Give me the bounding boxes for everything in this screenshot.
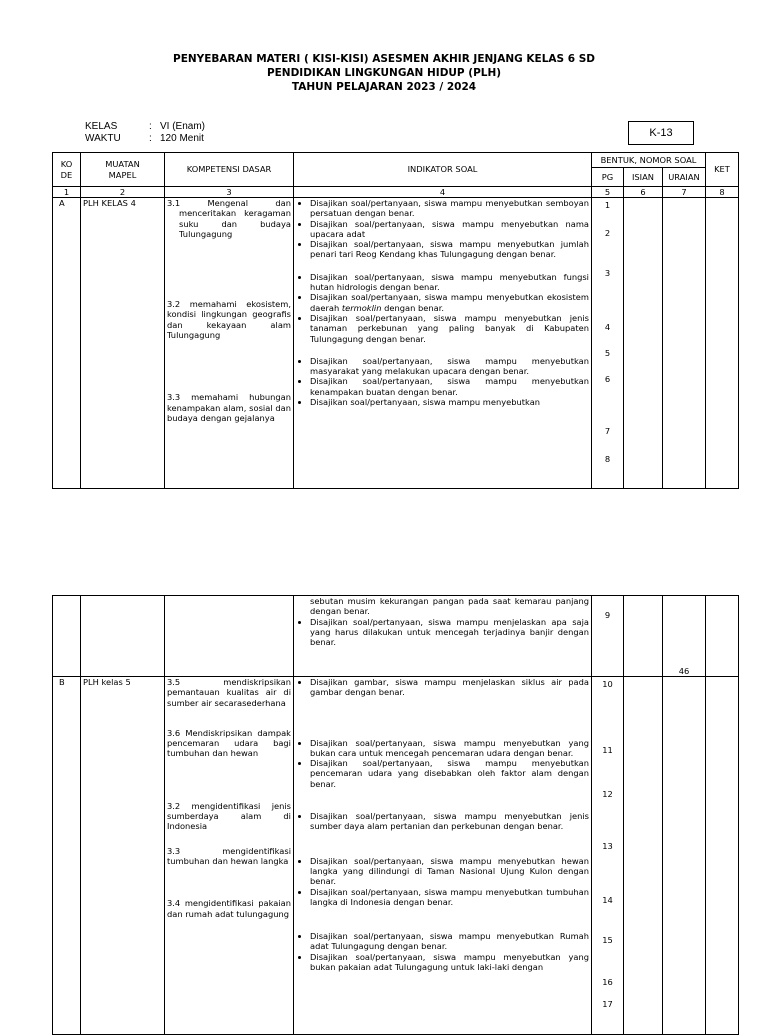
uraian-cell: [663, 677, 706, 1035]
indikator-cell: [294, 198, 592, 489]
pg-number: 1: [604, 200, 611, 210]
indikator-item: • Disajikan soal/pertanyaan, siswa mampu menyebutkan pencemaran udara yang disebabkan oleh faktor alam dengan benar.: [310, 758, 589, 789]
header-kompetensi: KOMPETENSI DASAR: [165, 153, 294, 187]
ket-cell: [706, 596, 739, 677]
kisi-table-page1: [52, 152, 739, 489]
kompetensi-cell: [165, 677, 294, 1035]
ket-cell: [706, 677, 739, 1035]
kode-cell: A: [53, 198, 81, 489]
pg-cell: [592, 677, 624, 1035]
indikator-item: • Disajikan soal/pertanyaan, siswa mampu menyebutkan hewan langka yang dilindungi di Taman Nasional Ujung Kulon dengan benar.: [310, 856, 589, 887]
indikator-item: • Disajikan soal/pertanyaan, siswa mampu menyebutkan ekosistem daerah termoklin dengan benar.: [310, 292, 589, 313]
pg-number: 5: [604, 348, 611, 358]
mapel-cell: PLH kelas 5: [81, 677, 165, 1035]
kelas-label: KELAS: [85, 121, 118, 132]
indikator-item: • Disajikan soal/pertanyaan, siswa mampu menyebutkan Rumah adat Tulungagung dengan benar.: [310, 931, 589, 952]
indikator-item: • Disajikan soal/pertanyaan, siswa mampu menyebutkan semboyan persatuan dengan benar.: [310, 198, 589, 219]
col-number: 6: [624, 187, 663, 198]
col-number: 2: [81, 187, 165, 198]
header-ket: KET: [706, 153, 739, 187]
kd-3-3: 3.3 memahami hubungan kenampakan alam, sosial dan budaya dengan gejalanya: [167, 392, 291, 423]
pg-number: 4: [604, 322, 611, 332]
waktu-label: WAKTU: [85, 133, 121, 144]
pg-number: 6: [604, 374, 611, 384]
header-pg: PG: [592, 168, 624, 187]
pg-number: 11: [602, 745, 613, 755]
indikator-item: • Disajikan soal/pertanyaan, siswa mampu menyebutkan fungsi hutan hidrologis dengan benar.: [310, 272, 589, 293]
indikator-item: • Disajikan soal/pertanyaan, siswa mampu menyebutkan jenis tanaman perkebunan yang paling banyak di Kabupaten Tulungagung dengan benar.: [310, 313, 589, 344]
ket-cell: [706, 198, 739, 489]
kompetensi-cell: [165, 198, 294, 489]
col-number: 1: [53, 187, 81, 198]
header-bentuk: BENTUK, NOMOR SOAL: [592, 153, 706, 168]
pg-number: 16: [602, 977, 613, 987]
pg-number: 7: [604, 426, 611, 436]
uraian-total: 46: [663, 596, 706, 677]
pg-number: 3: [604, 268, 611, 278]
doc-title-line1: PENYEBARAN MATERI ( KISI-KISI) ASESMEN AKHIR JENJANG KELAS 6 SD: [173, 53, 595, 65]
indikator-item: • Disajikan soal/pertanyaan, siswa mampu menyebutkan kenampakan buatan dengan benar.: [310, 376, 589, 397]
indikator-item: • Disajikan soal/pertanyaan, siswa mampu menyebutkan tumbuhan langka di Indonesia dengan benar.: [310, 887, 589, 908]
waktu-value: 120 Menit: [160, 133, 204, 144]
indikator-item: • Disajikan soal/pertanyaan, siswa mampu menyebutkan jumlah penari tari Reog Kendang khas Tulungagung dengan benar.: [310, 239, 589, 260]
kd-3-4: 3.4 mengidentifikasi pakaian dan rumah adat tulungagung: [167, 898, 291, 919]
pg-cell: [592, 596, 624, 677]
pg-number: 12: [602, 789, 613, 799]
col-number: 3: [165, 187, 294, 198]
doc-title-line3: TAHUN PELAJARAN 2023 / 2024: [291, 81, 477, 93]
curriculum-box: K-13: [628, 121, 694, 145]
kode-cell: B: [53, 677, 81, 1035]
kd-3-3: 3.3 mengidentifikasi tumbuhan dan hewan langka: [167, 845, 291, 866]
kd-3-6: 3.6 Mendiskripsikan dampak pencemaran udara bagi tumbuhan dan hewan: [167, 727, 291, 759]
pg-number: 14: [602, 895, 613, 905]
kompetensi-cell: [165, 596, 294, 677]
isian-cell: [624, 198, 663, 489]
kd-3-1: 3.1 Mengenal dan menceritakan keragaman suku dan budaya Tulungagung: [167, 198, 291, 239]
header-indikator: INDIKATOR SOAL: [294, 153, 592, 187]
pg-number: 2: [604, 228, 611, 238]
kelas-sep: :: [149, 121, 152, 132]
col-number: 7: [663, 187, 706, 198]
pg-number: 9: [604, 610, 611, 620]
pg-number: 13: [602, 841, 613, 851]
header-uraian: URAIAN: [663, 168, 706, 187]
indikator-item: • Disajikan soal/pertanyaan, siswa mampu menyebutkan masyarakat yang melakukan upacara dengan benar.: [310, 356, 589, 377]
pg-number: 10: [602, 679, 613, 689]
isian-cell: [624, 596, 663, 677]
isian-cell: [624, 677, 663, 1035]
col-number: 8: [706, 187, 739, 198]
kisi-table-page2: [52, 595, 739, 1035]
kode-cell: [53, 596, 81, 677]
kd-3-2: 3.2 mengidentifikasi jenis sumberdaya alam di Indonesia: [167, 800, 291, 832]
indikator-cell: [294, 596, 592, 677]
indikator-item: • Disajikan soal/pertanyaan, siswa mampu menyebutkan yang bukan pakaian adat Tulungagung untuk laki-laki dengan: [310, 952, 589, 973]
indikator-item: • Disajikan soal/pertanyaan, siswa mampu menyebutkan jenis sumber daya alam pertanian dan perkebunan dengan benar.: [310, 811, 589, 832]
mapel-cell: [81, 596, 165, 677]
pg-number: 8: [604, 454, 611, 464]
indikator-item: • Disajikan soal/pertanyaan, siswa mampu menjelaskan apa saja yang harus dilakukan untuk mencegah terjadinya banjir dengan benar.: [310, 617, 589, 648]
col-number: 4: [294, 187, 592, 198]
header-muatan: MUATAN MAPEL: [81, 153, 165, 187]
indikator-item: • Disajikan gambar, siswa mampu menjelaskan siklus air pada gambar dengan benar.: [310, 677, 589, 698]
header-kode: KO DE: [53, 153, 81, 187]
kd-3-2: 3.2 memahami ekosistem, kondisi lingkungan geografis dan kekayaan alam Tulungagung: [167, 299, 291, 341]
indikator-continuation: sebutan musim kekurangan pangan pada saat kemarau panjang dengan benar.: [310, 596, 589, 617]
kelas-value: VI (Enam): [160, 121, 206, 132]
indikator-cell: [294, 677, 592, 1035]
indikator-item: • Disajikan soal/pertanyaan, siswa mampu menyebutkan yang bukan cara untuk mencegah pencemaran udara dengan benar.: [310, 738, 589, 759]
mapel-cell: PLH KELAS 4: [81, 198, 165, 489]
pg-cell: [592, 198, 624, 489]
pg-number: 17: [602, 999, 613, 1009]
indikator-item: • Disajikan soal/pertanyaan, siswa mampu menyebutkan nama upacara adat: [310, 219, 589, 240]
doc-title-line2: PENDIDIKAN LINGKUNGAN HIDUP (PLH): [266, 67, 502, 79]
kd-3-5: 3.5 mendiskripsikan pemantauan kualitas air di sumber air secarasederhana: [167, 677, 291, 708]
col-number: 5: [592, 187, 624, 198]
waktu-sep: :: [149, 133, 152, 144]
pg-number: 15: [602, 935, 613, 945]
uraian-cell: [663, 198, 706, 489]
header-isian: ISIAN: [624, 168, 663, 187]
indikator-item: • Disajikan soal/pertanyaan, siswa mampu menyebutkan: [310, 397, 589, 407]
